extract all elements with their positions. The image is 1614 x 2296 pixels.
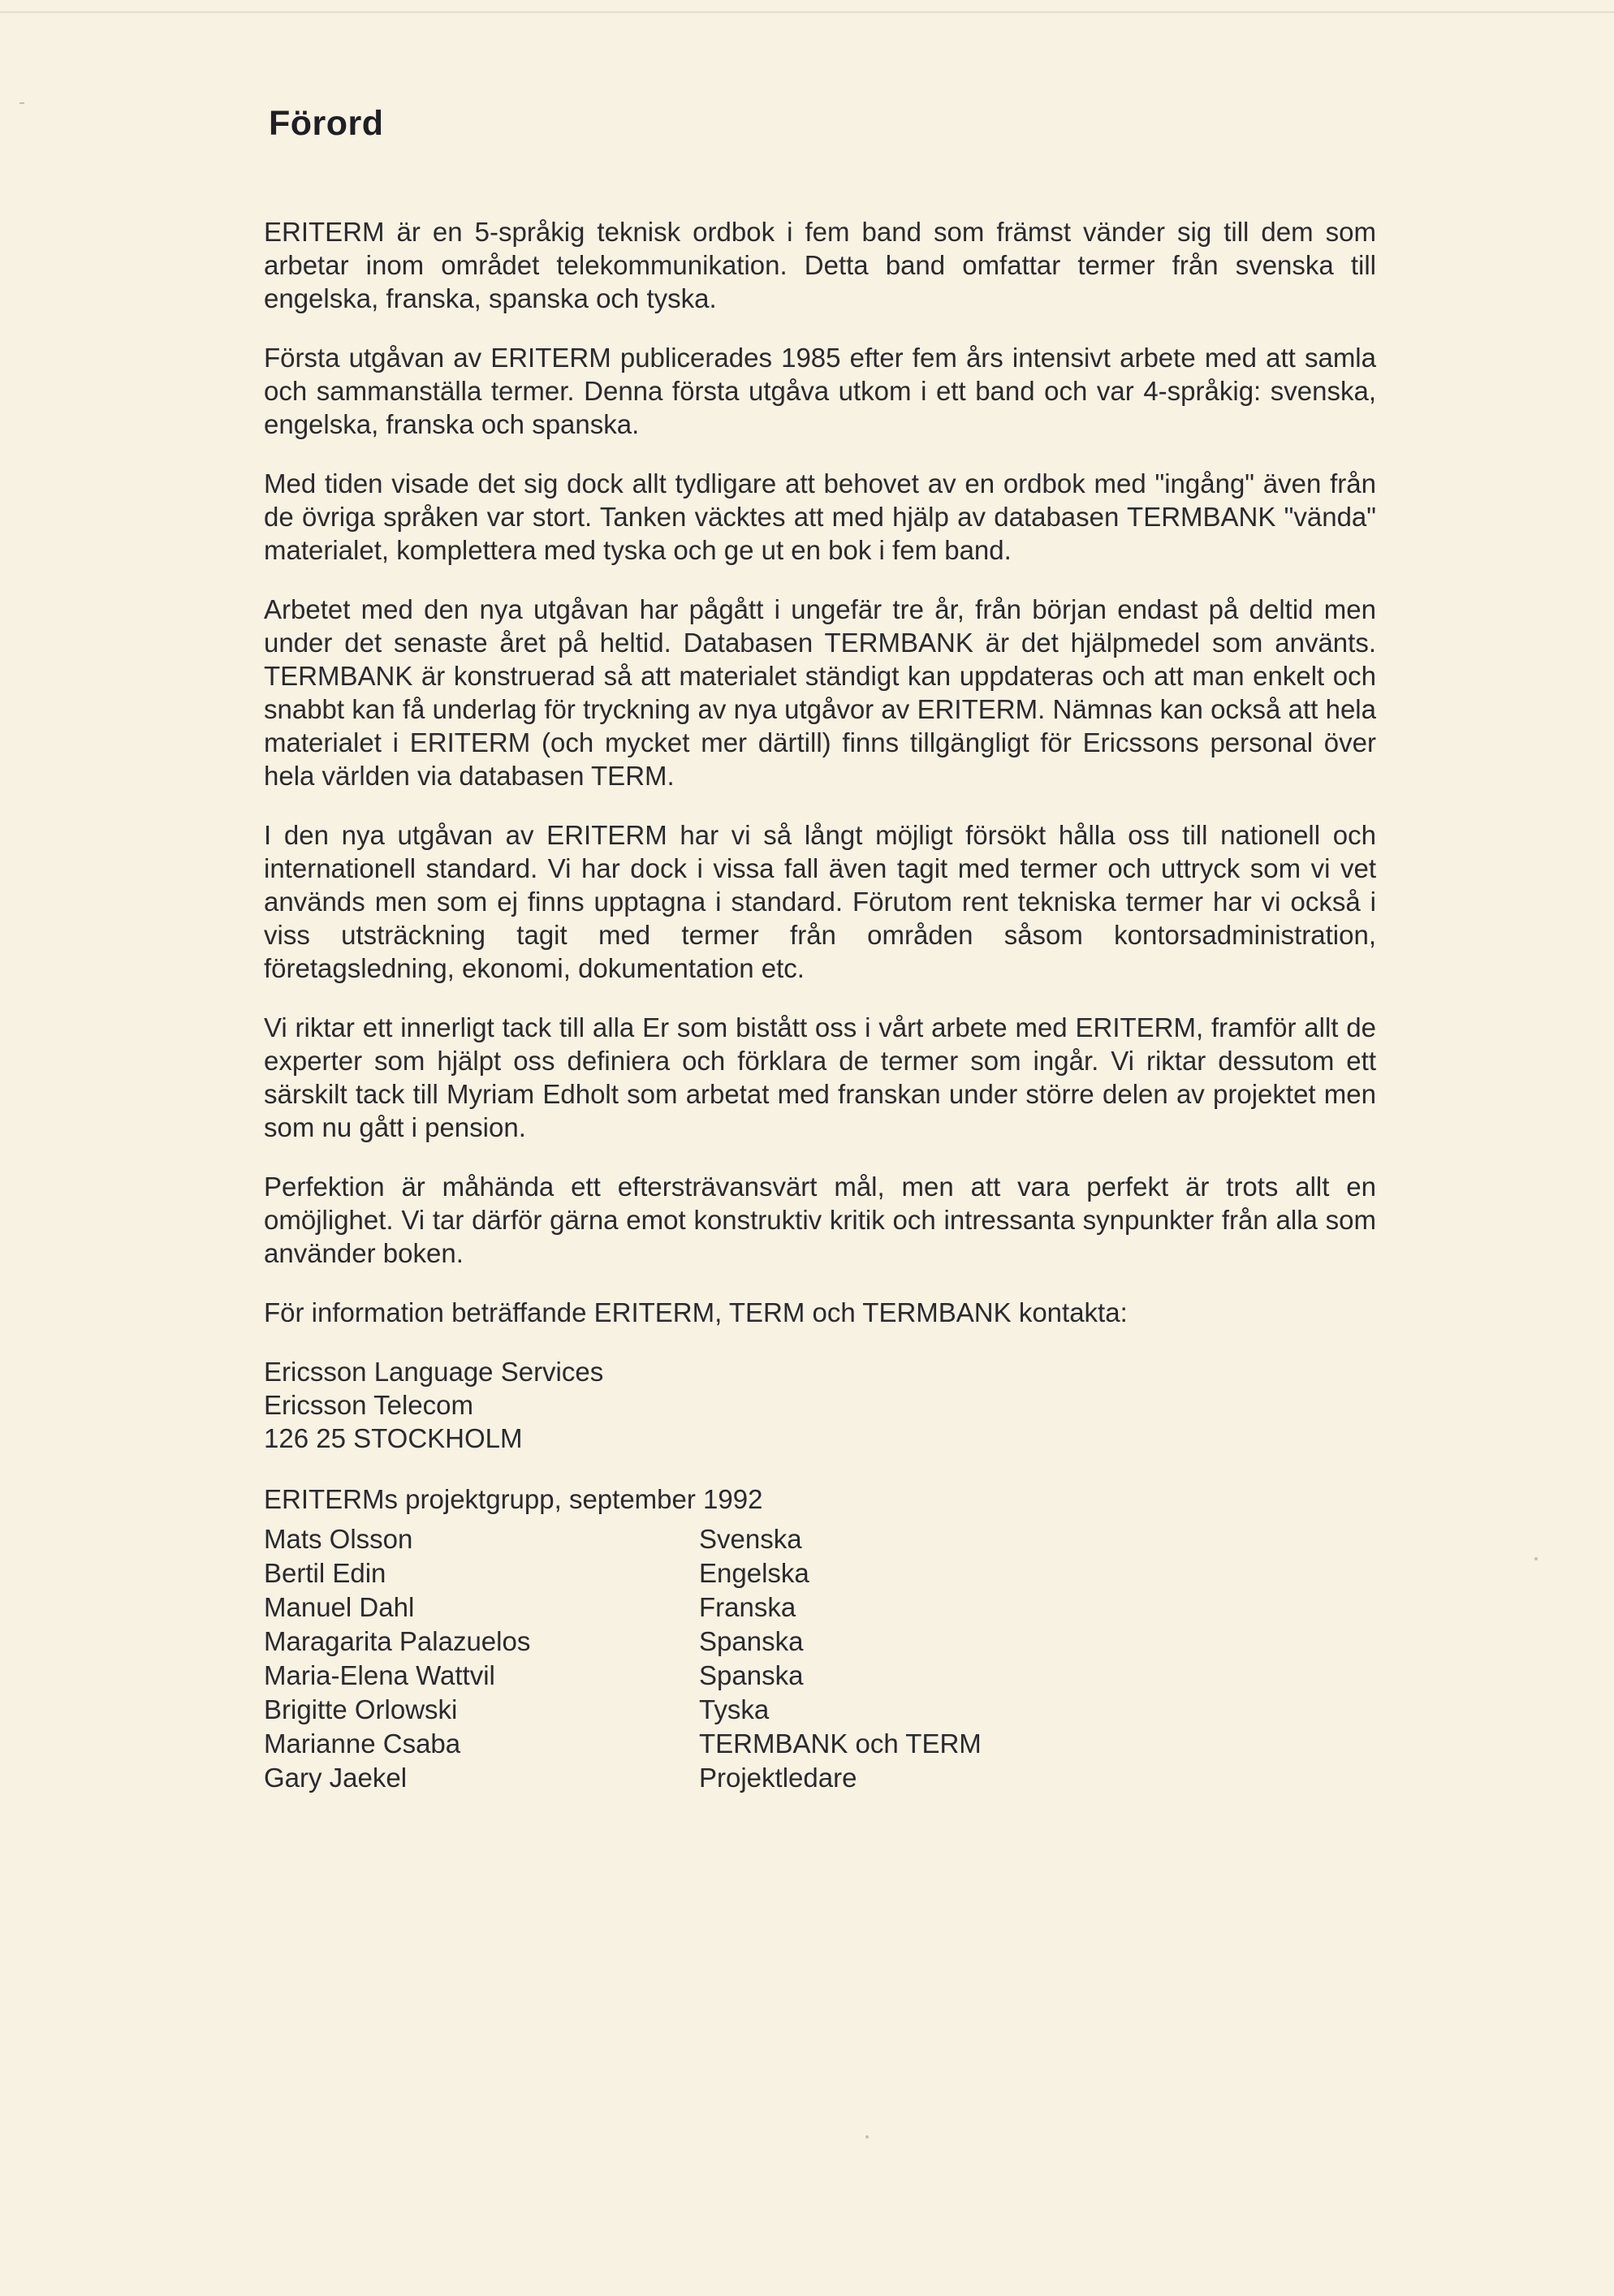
member-row	[264, 1728, 982, 1763]
preface-content	[264, 104, 1376, 1797]
project-group-table	[264, 1524, 982, 1797]
paper-speck	[865, 2135, 869, 2138]
member-row	[264, 1558, 982, 1592]
member-name: Manuel Dahl	[264, 1592, 415, 1622]
member-role: Spanska	[699, 1660, 804, 1690]
paragraph-standards: I den nya utgåvan av ERITERM har vi så långt möjligt försökt hålla oss till nationell och internationell standard. Vi har dock i vissa fall även tagit med termer och uttryck som vi vet används men som ej finns upptagna i standard. Förutom rent tekniska termer har vi också i viss utsträckning tagit med termer från områden såsom kontorsadministration, företagsledning, ekonomi, dokumentation etc.	[264, 820, 1376, 983]
member-name: Mats Olsson	[264, 1524, 413, 1554]
member-role: Tyska	[699, 1694, 770, 1724]
member-name: Bertil Edin	[264, 1558, 386, 1588]
contact-address	[264, 1355, 1376, 1455]
paragraph-contact: För information beträffande ERITERM, TERM och TERMBANK kontakta:	[264, 1297, 1128, 1327]
paper-speck	[1534, 1557, 1538, 1560]
member-role: Spanska	[699, 1626, 804, 1656]
paragraph-thanks: Vi riktar ett innerligt tack till alla Er som bistått oss i vårt arbete med ERITERM, framför allt de experter som hjälpt oss definiera och förklara de termer som ingår. Vi riktar dessutom ett särskilt tack till Myriam Edholt som arbetat med franskan under större delen av projektet men som nu gått i pension.	[264, 1012, 1376, 1142]
member-row	[264, 1592, 982, 1626]
address-line: Ericsson Telecom	[264, 1390, 473, 1420]
paper-speck	[19, 102, 24, 104]
member-name: Maragarita Palazuelos	[264, 1626, 531, 1656]
member-role: Franska	[699, 1592, 796, 1622]
member-row	[264, 1694, 982, 1728]
member-role: Projektledare	[699, 1763, 857, 1793]
member-role: Engelska	[699, 1558, 809, 1588]
paragraph-intro: ERITERM är en 5-språkig teknisk ordbok i fem band som främst vänder sig till dem som arbetar inom området telekommunikation. Detta band omfattar termer från svenska till engelska, franska, spanska och tyska.	[264, 217, 1376, 313]
page-title: Förord	[269, 104, 384, 143]
page-top-edge	[0, 11, 1614, 13]
member-name: Marianne Csaba	[264, 1728, 461, 1759]
address-line: 126 25 STOCKHOLM	[264, 1423, 523, 1453]
member-row	[264, 1660, 982, 1694]
paragraph-perfection: Perfektion är måhända ett eftersträvansvärt mål, men att vara perfekt är trots allt en omöjlighet. Vi tar därför gärna emot konstruktiv kritik och intressanta synpunkter från alla som använder boken.	[264, 1172, 1376, 1268]
member-role: Svenska	[699, 1524, 802, 1554]
member-row	[264, 1524, 982, 1558]
member-name: Brigitte Orlowski	[264, 1694, 458, 1724]
preface-body	[264, 215, 1376, 1329]
member-row	[264, 1763, 982, 1797]
member-name: Maria-Elena Wattvil	[264, 1660, 495, 1690]
member-row	[264, 1626, 982, 1660]
member-role: TERMBANK och TERM	[699, 1728, 982, 1759]
paragraph-reversal: Med tiden visade det sig dock allt tydligare att behovet av en ordbok med "ingång" även från de övriga språken var stort. Tanken väcktes att med hjälp av databasen TERMBANK "vända" materialet, komplettera med tyska och ge ut en bok i fem band.	[264, 468, 1376, 565]
address-line: Ericsson Language Services	[264, 1357, 604, 1387]
member-name: Gary Jaekel	[264, 1763, 408, 1793]
project-group-heading: ERITERMs projektgrupp, september 1992	[264, 1484, 763, 1514]
paragraph-first-edition: Första utgåvan av ERITERM publicerades 1985 efter fem års intensivt arbete med att samla och sammanställa termer. Denna första utgåva utkom i ett band och var 4-språkig: svenska, engelska, franska och spanska.	[264, 343, 1376, 439]
paragraph-work: Arbetet med den nya utgåvan har pågått i ungefär tre år, från början endast på deltid men under det senaste året på heltid. Databasen TERMBANK är det hjälpmedel som använts. TERMBANK är konstruerad så att materialet ständigt kan uppdateras och att man enkelt och snabbt kan få underlag för tryckning av nya utgåvor av ERITERM. Nämnas kan också att hela materialet i ERITERM (och mycket mer därtill) finns tillgängligt för Ericssons personal över hela världen via databasen TERM.	[264, 594, 1376, 791]
